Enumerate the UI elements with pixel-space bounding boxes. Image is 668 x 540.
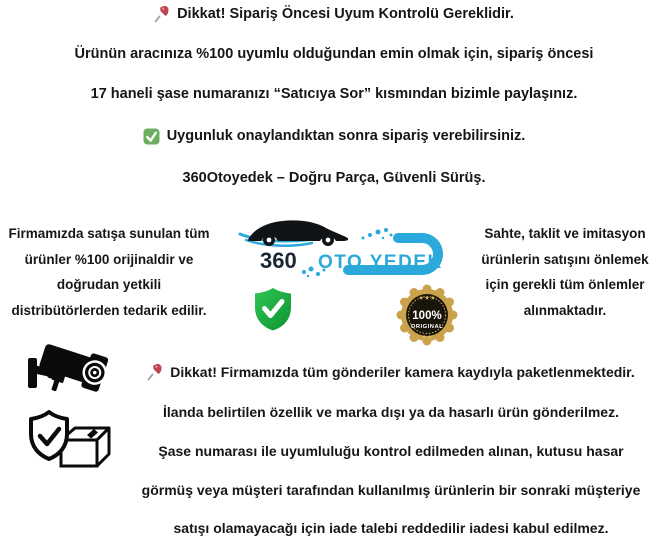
originality-right-text xyxy=(462,221,668,323)
notice-text: Dikkat! Sipariş Öncesi Uyum Kontrolü Gereklidir. xyxy=(177,6,514,22)
seal-stars-bottom: ★ ★ xyxy=(421,334,433,341)
brand-slogan: 360Otoyedek – Doğru Parça, Güvenli Sürüş. xyxy=(182,170,486,186)
notice-line-1 xyxy=(0,4,668,24)
notice-text: satışı olamayacağı için iade talebi reddedilir iadesi kabul edilmez. xyxy=(173,520,609,536)
text-line: için gerekli tüm önlemler xyxy=(485,277,645,292)
seal-percent: 100% xyxy=(412,310,442,322)
brand-logo xyxy=(238,216,458,286)
shield-check-icon xyxy=(251,286,295,332)
pushpin-icon xyxy=(147,363,163,381)
notice-line-4 xyxy=(0,126,668,146)
shipping-line-1 xyxy=(116,362,666,382)
notice-text: görmüş veya müşteri tarafından kullanılmış ürünlerin bir sonraki müşteriye xyxy=(141,482,641,498)
notice-text: Uygunluk onaylandıktan sonra sipariş verebilirsiniz. xyxy=(166,128,526,144)
notice-text: 17 haneli şase numaranızı “Satıcıya Sor” kısmından bizimle paylaşınız. xyxy=(90,86,578,102)
text-line: ürünler %100 orijinaldir ve xyxy=(24,251,194,267)
seal-stars-top: ★ ★ ★ xyxy=(418,295,436,302)
shipping-line-3 xyxy=(116,441,666,461)
car-silhouette-icon xyxy=(238,216,458,286)
notice-line-5 xyxy=(0,168,668,188)
text-line: alınmaktadır. xyxy=(523,302,607,318)
originality-left-text xyxy=(0,221,218,323)
shipping-line-2 xyxy=(116,402,666,422)
text-line: Firmamızda satışa sunulan tüm xyxy=(8,226,210,241)
shipping-line-4 xyxy=(116,480,666,500)
text-line: distribütörlerden tedarik edilir. xyxy=(11,302,207,318)
shipping-line-5 xyxy=(116,518,666,538)
seal-label: ORIGINAL xyxy=(410,324,444,330)
notice-line-2 xyxy=(0,44,668,64)
notice-line-3 xyxy=(0,84,668,104)
notice-text: İlanda belirtilen özellik ve marka dışı ya da hasarlı ürün gönderilmez. xyxy=(163,404,619,420)
notice-text: Dikkat! Firmamızda tüm gönderiler kamera kaydıyla paketlenmektedir. xyxy=(170,364,635,380)
text-line: ürünlerin satışını önlemek xyxy=(481,251,649,267)
cctv-camera-icon xyxy=(26,340,116,402)
pushpin-icon xyxy=(154,5,170,23)
notice-text: Şase numarası ile uyumluluğu kontrol edilmeden alınan, kutusu hasar xyxy=(158,443,624,459)
secure-package-icon xyxy=(23,410,115,474)
green-check-icon xyxy=(143,128,160,145)
text-line: doğrudan yetkili xyxy=(56,277,162,292)
logo-number: 360 xyxy=(260,248,297,273)
notice-text: Ürünün aracınıza %100 uyumlu olduğundan emin olmak için, sipariş öncesi xyxy=(74,46,594,62)
logo-name: OTO YEDEK xyxy=(318,252,443,273)
original-seal-icon xyxy=(395,282,459,348)
text-line: Sahte, taklit ve imitasyon xyxy=(484,226,646,241)
